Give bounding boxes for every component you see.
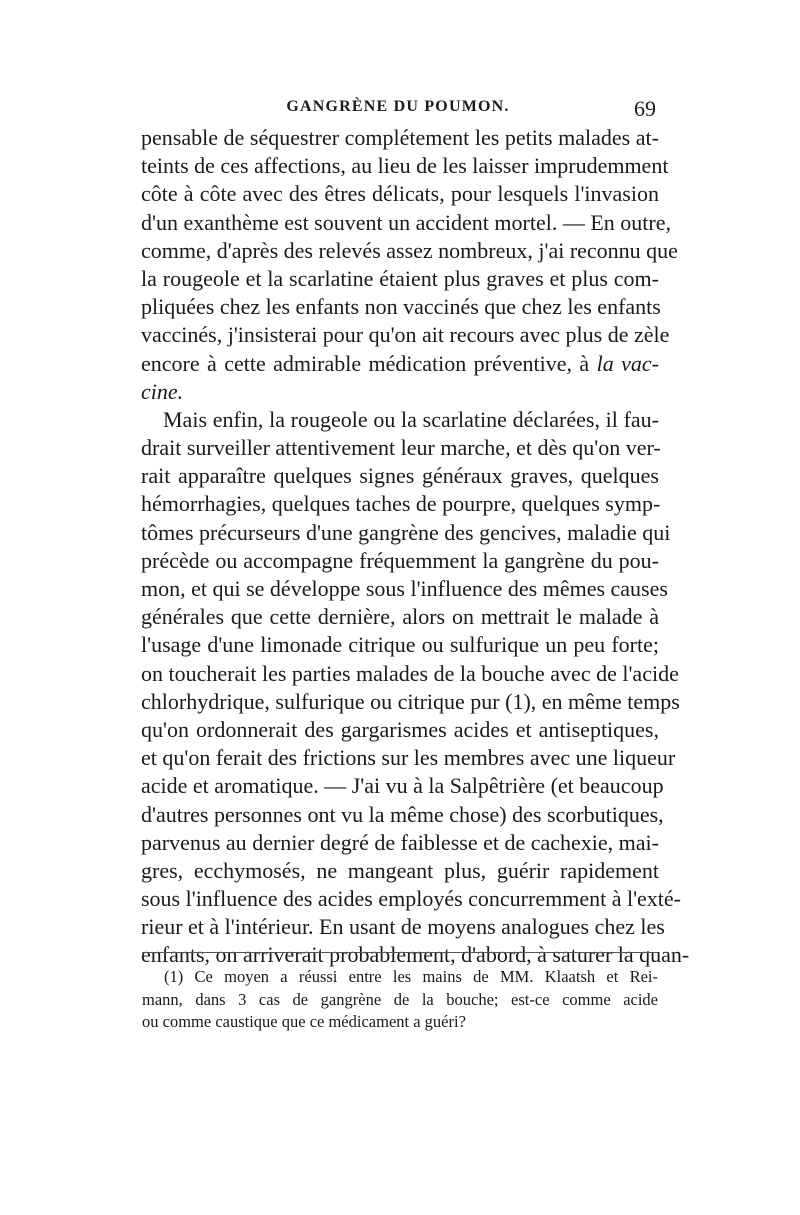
text-line: précède ou accompagne fréquemment la gangrène du pou-: [141, 547, 659, 573]
footnote-divider: [142, 952, 658, 953]
text-line: et qu'on ferait des frictions sur les membres avec une liqueur: [141, 745, 676, 771]
text-line: hémorrhagies, quelques taches de pourpre, quelques symp-: [141, 491, 661, 517]
text-line: côte à côte avec des êtres délicats, pour lesquels l'invasion: [141, 181, 659, 207]
footnote-line: ou comme caustique que ce médicament a guéri?: [142, 1012, 466, 1031]
text-line: chlorhydrique, sulfurique ou citrique pur (1), en même temps: [141, 688, 680, 714]
text-line: mon, et qui se développe sous l'influence des mêmes causes: [141, 576, 668, 601]
text-line: pensable de séquestrer complétement les petits malades at-: [141, 125, 659, 150]
text-line: comme, d'après des relevés assez nombreux, j'ai reconnu que: [141, 237, 678, 263]
footnote: [142, 966, 658, 1034]
footnote-line: (1) Ce moyen a réussi entre les mains de MM. Klaatsh et Rei-: [164, 967, 658, 986]
text-line: pliquées chez les enfants non vaccinés que chez les enfants: [141, 294, 661, 320]
running-title: GANGRÈNE DU POUMON.: [286, 98, 510, 115]
text-line: [141, 350, 659, 378]
text-line: acide et aromatique. — J'ai vu à la Salpêtrière (et beaucoup: [141, 773, 664, 799]
text-line: l'usage d'une limonade citrique ou sulfurique un peu forte;: [141, 632, 659, 658]
text-line: on toucherait les parties malades de la bouche avec de l'acide: [141, 660, 679, 686]
text-line: la rougeole et la scarlatine étaient plus graves et plus com-: [141, 265, 659, 291]
text-line: parvenus au dernier degré de faiblesse et de cachexie, mai-: [141, 829, 659, 855]
page-header: [138, 96, 658, 124]
text-line: tômes précurseurs d'une gangrène des gencives, maladie qui: [141, 519, 671, 545]
text-line: sous l'influence des acides employés concurremment à l'exté-: [141, 886, 682, 912]
text-line: d'un exanthème est souvent un accident mortel. — En outre,: [141, 209, 671, 235]
text-line: [141, 378, 659, 406]
text-line: rieur et à l'intérieur. En usant de moyens analogues chez les: [141, 914, 665, 940]
text-line-segment: encore à cette admirable médication préventive, à: [141, 350, 597, 376]
text-line: drait surveiller attentivement leur marche, et dès qu'on ver-: [141, 435, 661, 461]
text-line: rait apparaître quelques signes généraux graves, quelques: [141, 463, 659, 489]
main-text: [141, 124, 690, 970]
text-line: qu'on ordonnerait des gargarismes acides et antiseptiques,: [141, 716, 659, 742]
footnote-line: mann, dans 3 cas de gangrène de la bouche; est-ce comme acide: [142, 989, 658, 1009]
text-line: gres, ecchymosés, ne mangeant plus, guérir rapidement: [141, 857, 659, 883]
text-line: vaccinés, j'insisterai pour qu'on ait recours avec plus de zèle: [141, 322, 670, 348]
text-line: d'autres personnes ont vu la même chose) des scorbutiques,: [141, 801, 664, 827]
text-line: enfants, on arriverait probablement, d'abord, à saturer la quan-: [141, 942, 690, 968]
paragraph-start-line: Mais enfin, la rougeole ou la scarlatine déclarées, il fau-: [163, 406, 659, 432]
page-number: 69: [634, 96, 656, 121]
text-line: générales que cette dernière, alors on mettrait le malade à: [141, 604, 659, 630]
text-line: teints de ces affections, au lieu de les laisser imprudemment: [141, 153, 669, 179]
italic-word: la vac-: [596, 350, 660, 376]
italic-word: cine.: [141, 378, 184, 404]
